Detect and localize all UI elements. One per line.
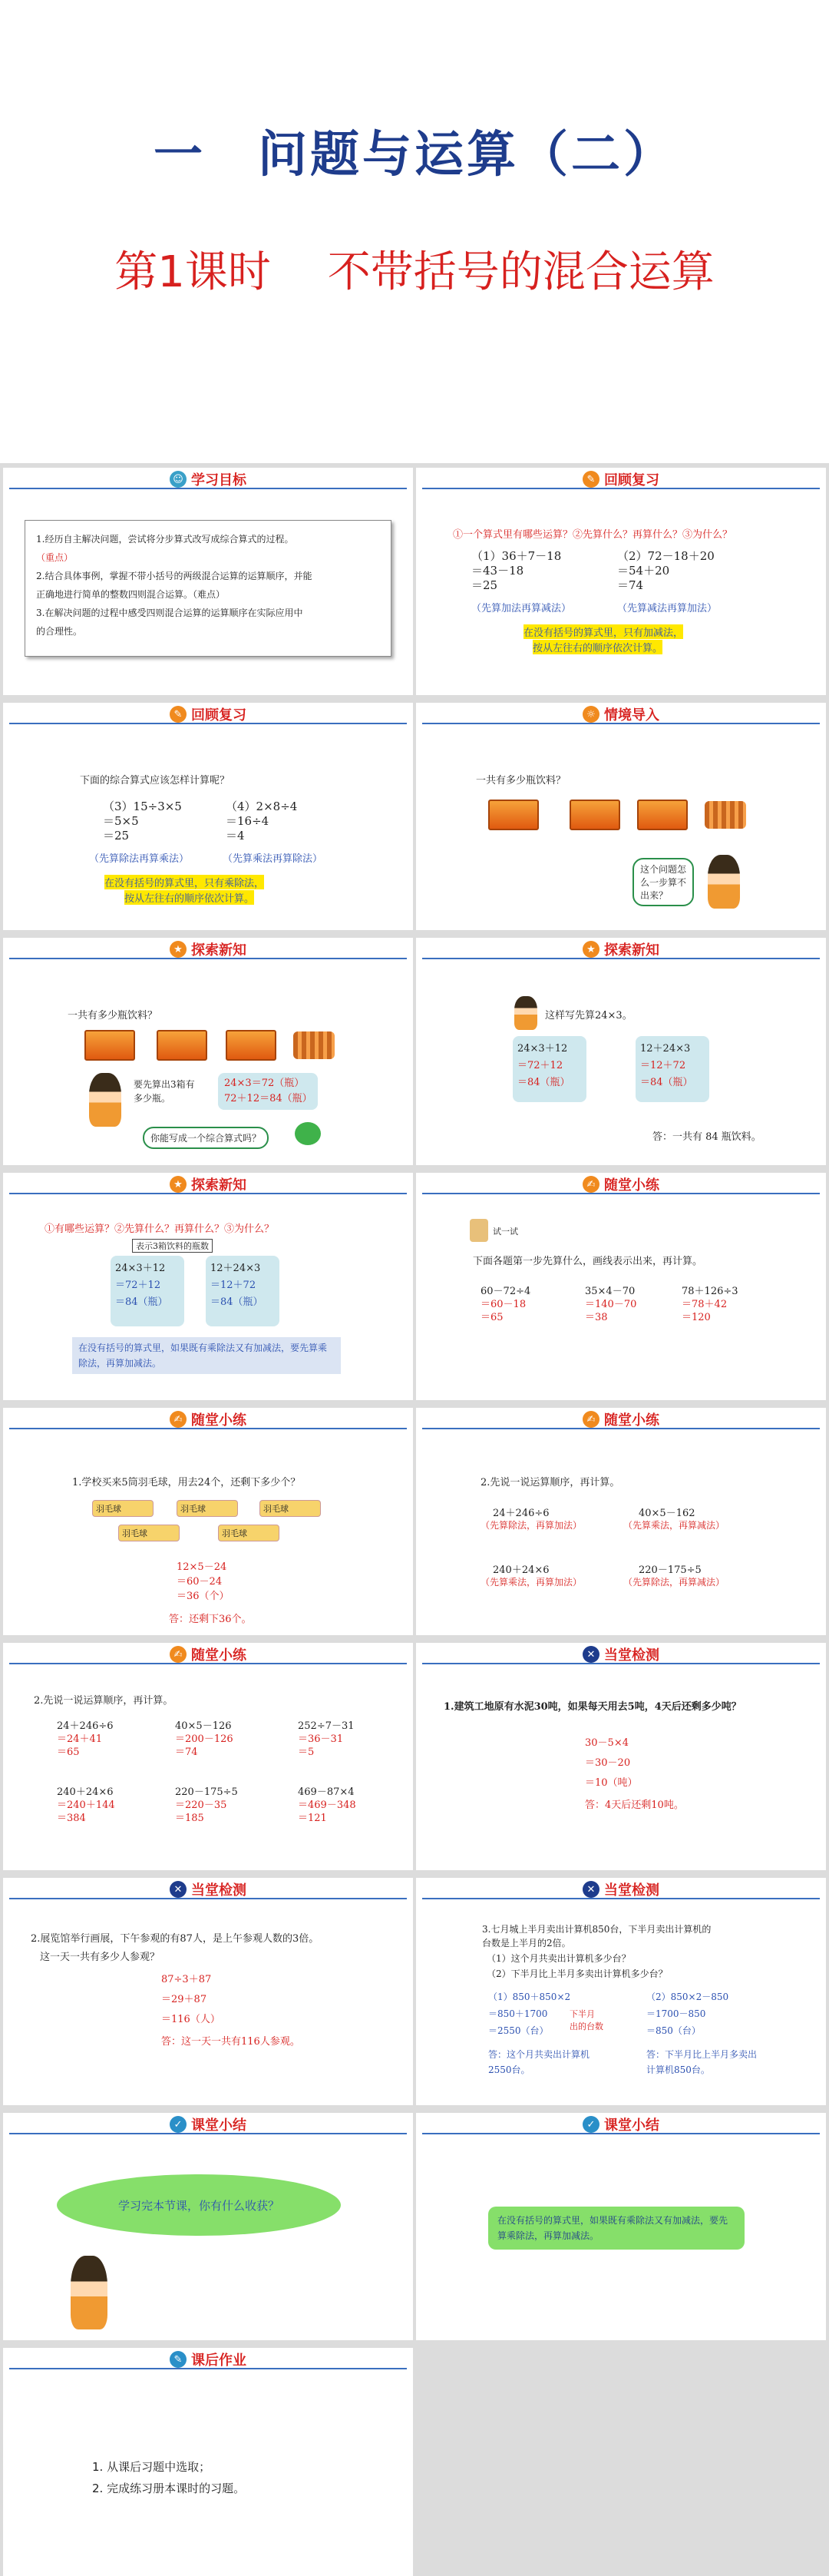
answer-text: 答：一共有 84 瓶饮料。	[652, 1131, 761, 1143]
order-note: （先算除法再算乘法）	[89, 853, 190, 865]
practice-icon: ✍	[170, 1411, 187, 1428]
intro-icon: ☼	[583, 706, 599, 723]
calc-left: 24×3＋12 ＝72＋12 ＝84（瓶）	[111, 1256, 184, 1326]
kid-speech: 要先算出3箱有多少瓶。	[134, 1079, 195, 1104]
calc-col: 24＋246÷6 ＝24＋41 ＝65	[57, 1720, 114, 1758]
brace-label: 下半月 出的台数	[570, 2009, 603, 2031]
question-text: 2.展览馆举行画展，下午参观的有87人，是上午参观人数的3倍。	[31, 1933, 319, 1945]
slide-banner: 探索新知	[604, 942, 659, 959]
slide-test-3[interactable]	[416, 1878, 826, 2105]
rule-note: 按从左往右的顺序依次计算。	[124, 890, 254, 905]
calc-left: 24×3＋12 ＝72＋12 ＝84（瓶）	[513, 1036, 586, 1102]
answer-text: 答：4天后还剩10吨。	[585, 1800, 684, 1811]
bottles	[705, 801, 746, 829]
question-text: 1.学校买来5筒羽毛球，用去24个，还剩下多少个？	[72, 1477, 301, 1488]
order-note: （先算乘法，再算减法）	[623, 1520, 725, 1531]
expression: 40×5－162	[639, 1508, 695, 1519]
kid-figure	[708, 855, 740, 909]
question-text: 2.先说一说运算顺序，再计算。	[34, 1695, 173, 1707]
slide-banner: 课堂小结	[191, 2117, 246, 2134]
order-note: （先算减法再算加法）	[617, 603, 718, 614]
frog-figure	[295, 1122, 321, 1145]
shuttlecock-tube: 羽毛球	[118, 1525, 180, 1541]
question-text: 1.建筑工地原有水泥30吨，如果每天用去5吨，4天后还剩多少吨？	[444, 1701, 741, 1713]
goal-line: （重点）	[36, 552, 74, 563]
slide-banner: 情境导入	[604, 707, 659, 723]
test-icon: ✕	[583, 1646, 599, 1663]
order-note: （先算乘法再算除法）	[223, 853, 323, 865]
calc-2: （2）850×2－850 ＝1700－850 ＝850（台）	[646, 1992, 729, 2036]
homework-item: 2. 完成练习册本课时的习题。	[92, 2482, 246, 2495]
goal-line: 2.结合具体事例，掌握不带小括号的两级混合运算的运算顺序，并能	[36, 571, 312, 581]
review-icon: ✎	[583, 471, 599, 488]
slide-practice-1[interactable]	[416, 1173, 826, 1400]
calc-col: 252÷7－31 ＝36－31 ＝5	[298, 1720, 355, 1758]
homework-icon: ✎	[170, 2351, 187, 2368]
question-text: ①有哪些运算？②先算什么？再算什么？③为什么？	[45, 1223, 275, 1235]
slide-test-2[interactable]	[3, 1878, 413, 2105]
calc-1: （1）850＋850×2 ＝850＋1700 ＝2550（台）	[488, 1992, 571, 2036]
shuttlecock-tube: 羽毛球	[259, 1500, 321, 1517]
question-text: 一共有多少瓶饮料？	[68, 1010, 158, 1021]
calc-col: 35×4－70 ＝140－70 ＝38	[585, 1286, 637, 1323]
lesson-subtitle: 第1课时 不带括号的混合运算	[114, 247, 715, 297]
slide-banner: 当堂检测	[604, 1882, 659, 1899]
explore-icon: ★	[170, 1176, 187, 1193]
drink-box	[488, 800, 539, 830]
calc-col: 78＋126÷3 ＝78＋42 ＝120	[682, 1286, 738, 1323]
target-icon: ☺	[170, 471, 187, 488]
drink-box	[84, 1030, 135, 1061]
page-title: 一 问题与运算（二）	[154, 127, 675, 184]
slide-practice-4[interactable]	[3, 1643, 413, 1870]
summary-icon: ✓	[170, 2116, 187, 2133]
answer-text: 答：这一天一共有116人参观。	[161, 2036, 300, 2048]
calc-col: 220－175÷5 ＝220－35 ＝185	[175, 1786, 238, 1824]
slide-intro[interactable]	[416, 703, 826, 930]
homework-item: 1. 从课后习题中选取；	[92, 2460, 211, 2474]
shuttlecock-tube: 羽毛球	[218, 1525, 279, 1541]
calc-3: （3）15÷3×5 ＝5×5 ＝25	[103, 800, 182, 843]
slide-banner: 回顾复习	[191, 707, 246, 723]
calc-2: （2）72－18＋20 ＝54＋20 ＝74	[617, 549, 715, 592]
try-tag: 试一试	[493, 1227, 518, 1237]
slide-banner: 课堂小结	[604, 2117, 659, 2134]
bottles	[293, 1031, 335, 1059]
slide-learning-goals[interactable]	[3, 468, 413, 695]
kid-speech: 这样写先算24×3。	[545, 1010, 632, 1021]
slide-summary-1[interactable]	[3, 2113, 413, 2340]
test-icon: ✕	[170, 1881, 187, 1898]
answer-text: 答：下半月比上半月多卖出计算机850台。	[646, 2049, 758, 2075]
rule-note: 在没有括号的算式里，如果既有乘除法又有加减法，要先算乘除法，再算加减法。	[72, 1337, 341, 1374]
slide-banner: 当堂检测	[191, 1882, 246, 1899]
calc-right: 12＋24×3 ＝12＋72 ＝84（瓶）	[206, 1256, 279, 1326]
slide-review-2[interactable]	[3, 703, 413, 930]
practice-icon: ✍	[583, 1176, 599, 1193]
order-note: （先算乘法，再算加法）	[481, 1577, 583, 1588]
slide-banner: 随堂小练	[604, 1412, 659, 1429]
goal-line: 正确地进行简单的整数四则混合运算。（难点）	[36, 589, 226, 600]
slide-banner: 随堂小练	[191, 1412, 246, 1429]
answer-text: 答：还剩下36个。	[169, 1614, 252, 1625]
goals-box	[25, 520, 391, 657]
shuttlecock-tube: 羽毛球	[177, 1500, 238, 1517]
slide-banner: 探索新知	[191, 942, 246, 959]
slide-banner: 探索新知	[191, 1177, 246, 1194]
kid-figure	[514, 996, 537, 1030]
practice-icon: ✍	[170, 1646, 187, 1663]
slide-summary-2[interactable]	[416, 2113, 826, 2340]
calc-col: 469－87×4 ＝469－348 ＝121	[298, 1786, 356, 1824]
thought-cloud: 学习完本节课，你有什么收获？	[57, 2174, 341, 2236]
question-text: 2.先说一说运算顺序，再计算。	[481, 1477, 620, 1488]
slide-explore-3[interactable]	[3, 1173, 413, 1400]
slide-test-1[interactable]	[416, 1643, 826, 1870]
review-icon: ✎	[170, 706, 187, 723]
step-equations: 24×3＝72（瓶） 72＋12＝84（瓶）	[218, 1073, 318, 1110]
title-slide	[0, 0, 829, 463]
practice-icon: ✍	[583, 1411, 599, 1428]
slide-review-1[interactable]	[416, 468, 826, 695]
slide-banner: 随堂小练	[191, 1647, 246, 1664]
calc: 12×5－24 ＝60－24 ＝36（个）	[177, 1561, 230, 1602]
explore-icon: ★	[170, 941, 187, 958]
calc-1: （1）36＋7－18 ＝43－18 ＝25	[471, 549, 562, 592]
question-text: 一共有多少瓶饮料？	[476, 775, 566, 786]
slide-practice-2[interactable]	[3, 1408, 413, 1635]
answer-text: 答：这个月共卖出计算机2550台。	[488, 2049, 590, 2075]
expression: 240＋24×6	[493, 1564, 550, 1576]
slide-banner: 随堂小练	[604, 1177, 659, 1194]
brace-label: 表示3箱饮料的瓶数	[132, 1239, 213, 1253]
order-note: （先算除法，再算加法）	[481, 1520, 583, 1531]
slide-practice-3[interactable]	[416, 1408, 826, 1635]
calc-col: 40×5－126 ＝200－126 ＝74	[175, 1720, 233, 1758]
speech-bubble: 你能写成一个综合算式吗？	[143, 1127, 269, 1149]
slide-banner: 当堂检测	[604, 1647, 659, 1664]
expression: 220－175÷5	[639, 1564, 702, 1576]
drink-box	[226, 1030, 276, 1061]
slide-banner: 课后作业	[191, 2353, 246, 2369]
sub-question: （1）这个月共卖出计算机多少台？	[487, 1953, 631, 1964]
question-text: 下面的综合算式应该怎样计算呢？	[80, 775, 230, 786]
speech-bubble: 这个问题怎么一步算不出来？	[632, 858, 694, 906]
drink-box	[637, 800, 688, 830]
sub-question: （2）下半月比上半月多卖出计算机多少台？	[487, 1968, 668, 1979]
goal-line: 1.经历自主解决问题，尝试将分步算式改写成综合算式的过程。	[36, 534, 294, 545]
slide-homework[interactable]	[3, 2348, 413, 2576]
goal-line: 的合理性。	[36, 626, 83, 637]
goal-line: 3.在解决问题的过程中感受四则混合运算的运算顺序在实际应用中	[36, 608, 303, 618]
calc-4: （4）2×8÷4 ＝16÷4 ＝4	[226, 800, 298, 843]
calc: 30－5×4 ＝30－20 ＝10（吨）	[585, 1737, 638, 1789]
slide-explore-1[interactable]	[3, 938, 413, 1165]
explore-icon: ★	[583, 941, 599, 958]
rule-note: 在没有括号的算式里，只有乘除法，	[104, 875, 264, 889]
order-note: （先算除法，再算减法）	[623, 1577, 725, 1588]
kid-figure	[89, 1073, 121, 1127]
summary-note: 在没有括号的算式里，如果既有乘除法又有加减法，要先算乘除法，再算加减法。	[488, 2207, 745, 2250]
slide-banner: 学习目标	[191, 472, 246, 488]
test-icon: ✕	[583, 1881, 599, 1898]
question-text: 下面各题第一步先算什么，画线表示出来，再计算。	[473, 1256, 703, 1267]
question-text: 这一天一共有多少人参观？	[40, 1952, 160, 1963]
question-text: ①一个算式里有哪些运算？②先算什么？再算什么？③为什么？	[453, 529, 733, 541]
rule-note: 按从左往右的顺序依次计算。	[533, 640, 662, 654]
calc: 87÷3＋87 ＝29＋87 ＝116（人）	[161, 1974, 220, 2025]
slide-banner: 回顾复习	[604, 472, 659, 488]
slide-explore-2[interactable]	[416, 938, 826, 1165]
order-note: （先算加法再算减法）	[471, 603, 572, 614]
question-text: 台数是上半月的2倍。	[482, 1938, 571, 1949]
shuttlecock-tube: 羽毛球	[92, 1500, 154, 1517]
calc-col: 60－72÷4 ＝60－18 ＝65	[481, 1286, 531, 1323]
pencil-icon	[470, 1219, 488, 1242]
calc-col: 240＋24×6 ＝240＋144 ＝384	[57, 1786, 115, 1824]
kid-figure	[71, 2256, 107, 2329]
expression: 24＋246÷6	[493, 1508, 550, 1519]
question-text: 3.七月城上半月卖出计算机850台，下半月卖出计算机的	[482, 1924, 712, 1935]
summary-icon: ✓	[583, 2116, 599, 2133]
drink-box	[157, 1030, 207, 1061]
rule-note: 在没有括号的算式里，只有加减法，	[523, 624, 683, 639]
drink-box	[570, 800, 620, 830]
calc-right: 12＋24×3 ＝12＋72 ＝84（瓶）	[636, 1036, 709, 1102]
